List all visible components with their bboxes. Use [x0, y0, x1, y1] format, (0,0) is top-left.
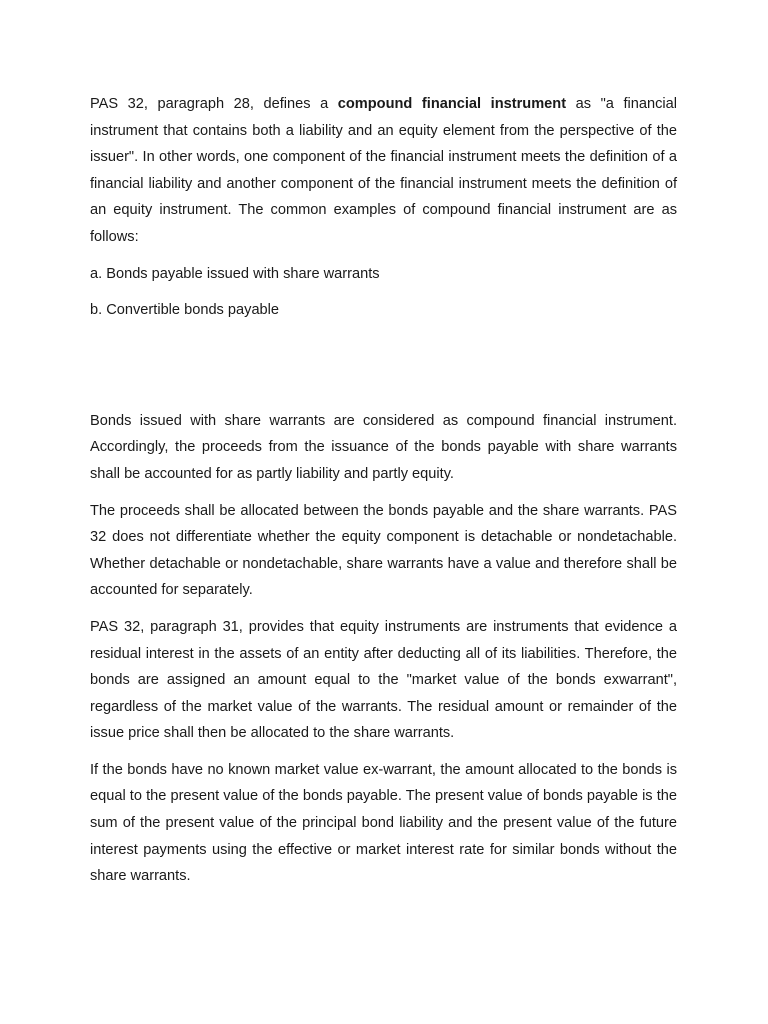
term-compound-financial-instrument: compound financial instrument: [337, 96, 567, 112]
section-gap: [90, 334, 677, 408]
paragraph-pas32-para31: PAS 32, paragraph 31, provides that equity instruments are instruments that evidence a residual interest in the assets of an entity after deducting all of its liabilities. Therefore, the bonds are assigned an amount equal to the "market value of the bonds exwarrant", regardless of the market value of the warrants. The residual amount or remainder of the issue price shall then be allocated to the share warrants.: [90, 618, 677, 742]
paragraph-present-value: If the bonds have no known market value ex-warrant, the amount allocated to the bonds is equal to the present value of the bonds payable. The present value of bonds payable is the sum of the present value of the principal bond liability and the present value of the future interest payments using the effective or market interest rate for similar bonds without the share warrants.: [90, 761, 677, 885]
intro-text-after: as "a financial instrument that contains both a liability and an equity element from the perspective of the issuer". In other words, one component of the financial instrument meets the definition of a financial liability and another component of the financial instrument meets the definition of an equity instrument. The common examples of compound financial instrument are as follows:: [90, 96, 678, 245]
intro-text-before: PAS 32, paragraph 28, defines a: [90, 96, 338, 112]
example-item-b: b. Convertible bonds payable: [90, 302, 280, 319]
intro-paragraph: [90, 91, 677, 251]
paragraph-allocation: The proceeds shall be allocated between the bonds payable and the share warrants. PAS 32 does not differentiate whether the equity component is detachable or nondetachable. Whether detachable or nondetachable, share warrants have a value and therefore shall be accounted for separately.: [90, 502, 677, 599]
document-page: [90, 91, 677, 900]
paragraph-bonds-with-warrants: Bonds issued with share warrants are considered as compound financial instrument. Accordingly, the proceeds from the issuance of the bonds payable with share warrants shall be accounted for as partly liability and partly equity.: [90, 412, 677, 482]
example-item-a: a. Bonds payable issued with share warrants: [90, 265, 380, 282]
